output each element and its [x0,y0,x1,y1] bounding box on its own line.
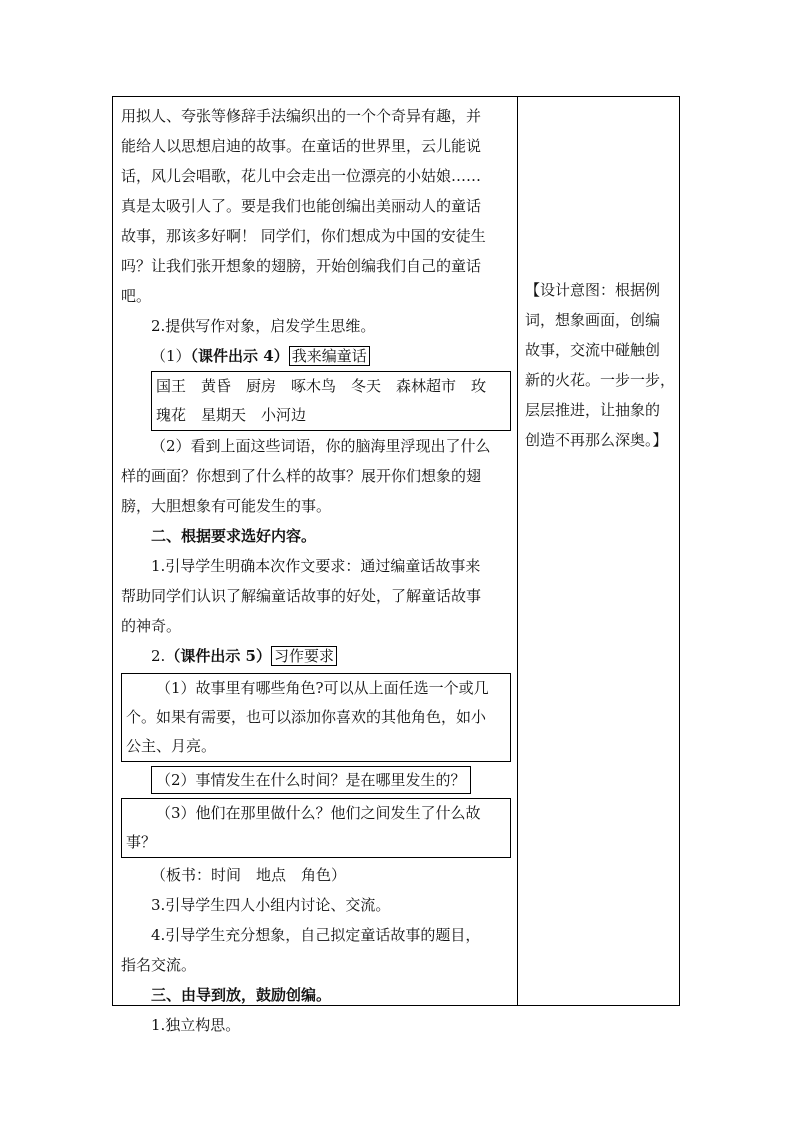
courseware-5-prefix: 2. [151,647,166,665]
lesson-table [112,96,680,1034]
requirement-1-line: （1）故事里有哪些角色?可以从上面任选一个或几 [156,679,489,697]
requirement-3-line: （3）他们在那里做什么？他们之间发生了什么故 [156,804,481,822]
intro-line: 用拟人、夸张等修辞手法编织出的一个个奇异有趣，并 [121,107,482,125]
requirement-1-line: 公主、月亮。 [126,737,217,755]
word-list-line: 瑰花 星期天 小河边 [156,406,307,424]
question-2-line: 样的画面？你想到了什么样的故事？展开你们想象的翅 [121,467,482,485]
courseware-4-label: （课件出示 4） [190,347,289,365]
section-3-title: 三、由导到放，鼓励创编。 [151,986,332,1004]
courseware-4-line [121,341,511,371]
intro-line: 吗？让我们张开想象的翅膀，开始创编我们自己的童话 [121,257,482,275]
word-list-box [151,371,511,431]
section-2-item-1-line: 帮助同学们认识了解编童话故事的好处，了解童话故事 [121,587,482,605]
word-list-line: 国王 黄昏 厨房 啄木鸟 冬天 森林超市 玫 [156,377,487,395]
column-divider [517,97,518,1005]
section-2-item-4-line: 指名交流。 [121,956,197,974]
section-2-item-1-line: 1.引导学生明确本次作文要求：通过编童话故事来 [151,557,481,575]
requirement-3-line: 事？ [126,833,157,851]
requirement-1-line: 个。如果有需要，也可以添加你喜欢的其他角色，如小 [126,708,487,726]
design-intent-line: 新的火花。一步一步， [525,371,676,389]
design-intent-line: 故事，交流中碰触创 [525,341,661,359]
courseware-5-label: （课件出示 5） [165,647,271,665]
teaching-process-cell [121,101,511,1040]
design-intent-line: 【设计意图：根据例 [525,281,661,299]
courseware-4-prefix: （1） [151,347,191,365]
design-intent-cell [525,275,675,455]
intro-line: 真是太吸引人了。要是我们也能创编出美丽动人的童话 [121,197,482,215]
requirement-1-box [121,673,511,762]
section-3-item-1: 1.独立构思。 [151,1016,241,1034]
section-2-title: 二、根据要求选好内容。 [151,527,317,545]
courseware-4-box: 我来编童话 [289,346,370,366]
section-2-item-2-line [121,641,511,671]
courseware-5-box: 习作要求 [271,646,337,666]
question-2-line: （2）看到上面这些词语，你的脑海里浮现出了什么 [151,437,491,455]
intro-line: 话，风儿会唱歌，花儿中会走出一位漂亮的小姑娘…… [121,167,482,185]
intro-line: 能给人以思想启迪的故事。在童话的世界里，云儿能说 [121,137,482,155]
intro-line: 故事，那该多好啊！ 同学们，你们想成为中国的安徒生 [121,227,486,245]
intro-line: 吧。 [121,287,152,305]
section-2-item-3: 3.引导学生四人小组内讨论、交流。 [151,896,391,914]
question-2-line: 膀，大胆想象有可能发生的事。 [121,497,332,515]
section-2-item-1-line: 的神奇。 [121,617,182,635]
requirement-2-line [121,764,511,796]
step-2-text: 2.提供写作对象，启发学生思维。 [151,317,376,335]
requirement-2-box: （2）事情发生在什么时间？是在哪里发生的？ [151,766,471,794]
design-intent-line: 层层推进，让抽象的 [525,401,661,419]
requirement-3-box [121,798,511,858]
section-2-item-4-line: 4.引导学生充分想象，自己拟定童话故事的题目， [151,926,481,944]
design-intent-line: 创造不再那么深奥。】 [525,431,668,449]
design-intent-line: 词，想象画面，创编 [525,311,661,329]
board-notes: （板书：时间 地点 角色） [151,866,347,884]
